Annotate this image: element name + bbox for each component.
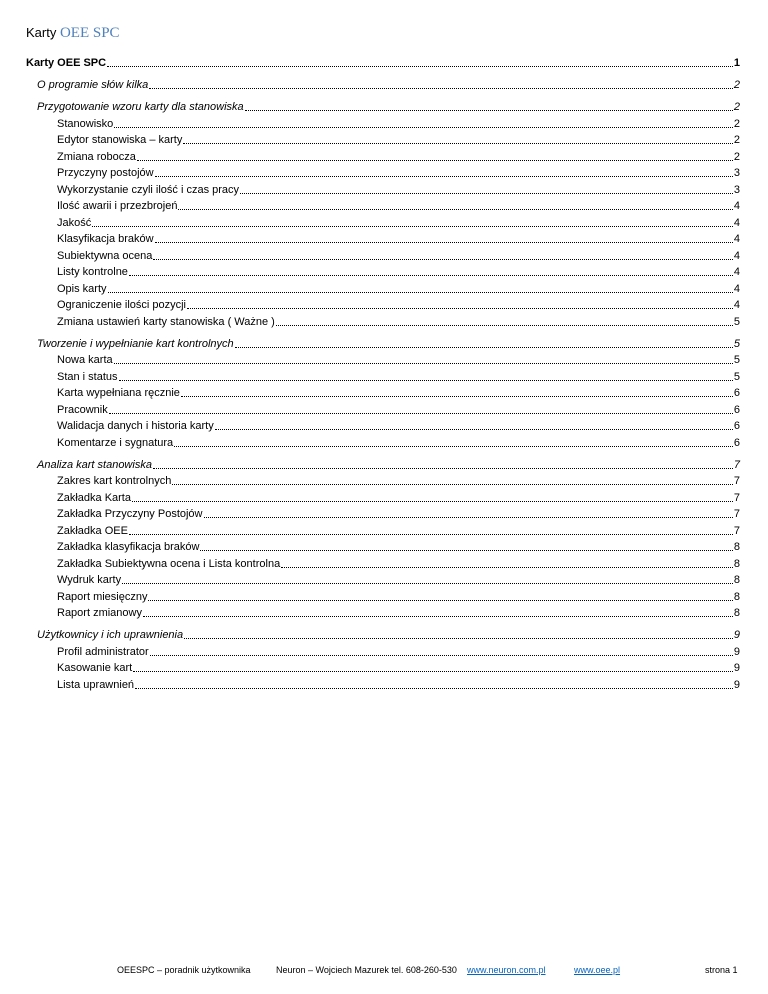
toc-dot-leader <box>155 175 733 177</box>
toc-entry-label: Zmiana robocza <box>57 150 136 163</box>
toc-page-number: 7 <box>733 508 740 520</box>
page-title-plain: Karty <box>26 25 57 40</box>
toc-page-number: 5 <box>733 337 740 350</box>
toc-page-number: 8 <box>733 557 740 570</box>
toc-entry-label: Przyczyny postojów <box>57 167 154 179</box>
toc-entry-label: Klasyfikacja braków <box>57 233 154 245</box>
toc-page-number: 4 <box>733 266 740 278</box>
toc-entry[interactable] <box>26 56 740 70</box>
toc-page-number: 4 <box>733 216 740 229</box>
toc-dot-leader <box>150 654 733 656</box>
toc-entry-label: Walidacja danych i historia karty <box>57 420 214 432</box>
toc-page-number: 9 <box>733 678 740 691</box>
toc-dot-leader <box>200 549 732 551</box>
page-title-accent: OEE SPC <box>59 25 120 41</box>
toc-page-number: 2 <box>733 150 740 163</box>
toc-dot-leader <box>129 533 733 535</box>
toc-dot-leader <box>187 307 733 309</box>
toc-entry[interactable] <box>57 370 740 384</box>
toc-entry-label: Wykorzystanie czyli ilość i czas pracy <box>57 183 240 196</box>
toc-page-number: 6 <box>733 436 740 449</box>
toc-entry-label: Stan i status <box>57 370 118 383</box>
toc-page-number: 2 <box>733 134 740 146</box>
toc-page-number: 6 <box>733 403 740 416</box>
toc-entry[interactable] <box>57 232 740 246</box>
toc-page-number: 4 <box>733 249 740 262</box>
toc-entry[interactable] <box>57 403 740 417</box>
toc-page-number: 3 <box>733 167 740 179</box>
toc-entry-label: Karty OEE SPC <box>26 57 107 69</box>
toc-dot-leader <box>119 379 733 381</box>
toc-entry[interactable] <box>57 166 740 180</box>
toc-entry-label: Stanowisko <box>57 117 114 130</box>
toc-page-number: 8 <box>733 541 740 553</box>
footer-contact: Neuron – Wojciech Mazurek tel. 608-260-530 <box>276 965 457 975</box>
toc-page-number: 4 <box>733 233 740 245</box>
toc-entry-label: Zakładka Subiektywna ocena i Lista kontrolna <box>57 557 281 570</box>
toc-entry[interactable] <box>57 199 740 213</box>
toc-dot-leader <box>181 395 733 397</box>
toc-page-number: 8 <box>733 590 740 603</box>
toc-entry[interactable] <box>57 315 740 329</box>
toc-page-number: 2 <box>733 117 740 130</box>
toc-entry-label: Kasowanie kart <box>57 662 133 674</box>
toc-page-number: 2 <box>733 101 740 113</box>
toc-entry[interactable] <box>57 298 740 312</box>
toc-entry-label: O programie słów kilka <box>37 79 149 91</box>
toc-entry-label: Jakość <box>57 216 92 229</box>
toc-entry-label: Zakres kart kontrolnych <box>57 475 172 487</box>
toc-page-number: 9 <box>733 629 740 641</box>
footer-doc-name: OEESPC – poradnik użytkownika <box>117 965 251 975</box>
toc-entry-label: Karta wypełniana ręcznie <box>57 387 180 399</box>
toc-entry[interactable] <box>57 474 740 488</box>
toc-dot-leader <box>122 582 733 584</box>
toc-entry-label: Użytkownicy i ich uprawnienia <box>37 629 184 641</box>
toc-dot-leader <box>108 291 733 293</box>
toc-dot-leader <box>153 258 732 260</box>
footer-page-label: strona 1 <box>705 965 738 975</box>
toc-page-number: 8 <box>733 574 740 586</box>
toc-dot-leader <box>183 142 733 144</box>
toc-dot-leader <box>204 516 733 518</box>
toc-entry-label: Opis karty <box>57 282 107 295</box>
toc-entry-label: Subiektywna ocena <box>57 249 153 262</box>
toc-dot-leader <box>129 274 733 276</box>
toc-entry[interactable] <box>57 491 740 505</box>
toc-dot-leader <box>245 109 733 111</box>
toc-entry[interactable] <box>57 282 740 296</box>
toc-entry-label: Ograniczenie ilości pozycji <box>57 299 186 311</box>
toc-entry-label: Tworzenie i wypełnianie kart kontrolnych <box>37 337 234 350</box>
toc-page-number: 2 <box>733 79 740 91</box>
toc-entry[interactable] <box>57 661 740 675</box>
toc-entry[interactable] <box>37 458 740 472</box>
toc-entry[interactable] <box>57 386 740 400</box>
toc-dot-leader <box>235 346 733 348</box>
toc-dot-leader <box>153 467 733 469</box>
toc-entry[interactable] <box>37 100 740 114</box>
toc-page-number: 4 <box>733 200 740 212</box>
toc-dot-leader <box>276 324 733 326</box>
toc-dot-leader <box>114 126 733 128</box>
toc-entry-label: Ilość awarii i przezbrojeń <box>57 200 178 212</box>
toc-entry-label: Zakładka Przyczyny Postojów <box>57 508 203 520</box>
toc-dot-leader <box>172 483 733 485</box>
toc-page-number: 6 <box>733 420 740 432</box>
toc-entry[interactable] <box>57 150 740 164</box>
toc-page-number: 8 <box>733 607 740 619</box>
toc-dot-leader <box>174 445 733 447</box>
toc-entry[interactable] <box>37 337 740 351</box>
toc-entry[interactable] <box>37 628 740 642</box>
toc-entry-label: Zmiana ustawień karty stanowiska ( Ważne ) <box>57 315 275 328</box>
toc-page-number: 4 <box>733 282 740 295</box>
toc-dot-leader <box>143 615 733 617</box>
toc-page-number: 7 <box>733 458 740 471</box>
toc-entry[interactable] <box>57 419 740 433</box>
toc-dot-leader <box>109 412 733 414</box>
toc-entry[interactable] <box>37 78 740 92</box>
toc-dot-leader <box>133 670 733 672</box>
toc-dot-leader <box>184 637 733 639</box>
toc-page-number: 9 <box>733 662 740 674</box>
toc-entry[interactable] <box>57 216 740 230</box>
toc-entry[interactable] <box>57 606 740 620</box>
toc-entry-label: Wydruk karty <box>57 574 122 586</box>
toc-entry[interactable] <box>57 645 740 659</box>
toc-entry-label: Listy kontrolne <box>57 266 128 278</box>
toc-entry[interactable] <box>57 678 740 692</box>
toc-dot-leader <box>107 65 733 67</box>
toc-entry-label: Edytor stanowiska – karty <box>57 134 183 146</box>
toc-entry-label: Pracownik <box>57 403 108 416</box>
toc-entry[interactable] <box>57 183 740 197</box>
toc-entry[interactable] <box>57 353 740 367</box>
toc-page-number: 5 <box>733 315 740 328</box>
toc-entry[interactable] <box>57 249 740 263</box>
toc-dot-leader <box>92 225 733 227</box>
toc-dot-leader <box>137 159 733 161</box>
toc-entry[interactable] <box>57 117 740 131</box>
toc-entry[interactable] <box>57 524 740 538</box>
toc-entry-label: Raport zmianowy <box>57 607 142 619</box>
toc-entry[interactable] <box>57 507 740 521</box>
toc-entry-label: Analiza kart stanowiska <box>37 458 152 471</box>
toc-page-number: 7 <box>733 475 740 487</box>
toc-dot-leader <box>148 599 732 601</box>
toc-dot-leader <box>149 87 733 89</box>
toc-entry[interactable] <box>57 436 740 450</box>
toc-page-number: 9 <box>733 645 740 658</box>
toc-entry[interactable] <box>57 265 740 279</box>
toc-entry[interactable] <box>57 540 740 554</box>
toc-dot-leader <box>178 208 732 210</box>
toc-page-number: 4 <box>733 299 740 311</box>
toc-dot-leader <box>132 500 733 502</box>
toc-entry-label: Zakładka Karta <box>57 491 131 504</box>
toc-entry[interactable] <box>57 590 740 604</box>
toc-entry-label: Komentarze i sygnatura <box>57 436 174 449</box>
toc-dot-leader <box>135 687 733 689</box>
toc-dot-leader <box>114 362 733 364</box>
footer-link-oee[interactable]: www.oee.pl <box>574 965 621 975</box>
toc-dot-leader <box>215 428 733 430</box>
toc-dot-leader <box>240 192 733 194</box>
toc-entry[interactable] <box>57 573 740 587</box>
toc-page-number: 5 <box>733 370 740 383</box>
toc-page-number: 6 <box>733 387 740 399</box>
toc-entry-label: Przygotowanie wzoru karty dla stanowiska <box>37 101 244 113</box>
toc-dot-leader <box>155 241 733 243</box>
toc-entry-label: Nowa karta <box>57 354 113 366</box>
toc-page-number: 3 <box>733 183 740 196</box>
footer-link-neuron[interactable]: www.neuron.com.pl <box>467 965 546 975</box>
toc-page-number: 1 <box>733 57 740 69</box>
toc-entry-label: Lista uprawnień <box>57 678 135 691</box>
toc-dot-leader <box>281 566 733 568</box>
toc-entry-label: Profil administrator <box>57 645 149 658</box>
toc-page-number: 7 <box>733 491 740 504</box>
toc-page-number: 5 <box>733 354 740 366</box>
toc-entry-label: Zakładka klasyfikacja braków <box>57 541 200 553</box>
toc-entry[interactable] <box>57 557 740 571</box>
toc-entry[interactable] <box>57 133 740 147</box>
toc-page-number: 7 <box>733 524 740 537</box>
page-title <box>26 25 120 42</box>
toc-entry-label: Raport miesięczny <box>57 590 148 603</box>
toc-entry-label: Zakładka OEE <box>57 524 128 537</box>
